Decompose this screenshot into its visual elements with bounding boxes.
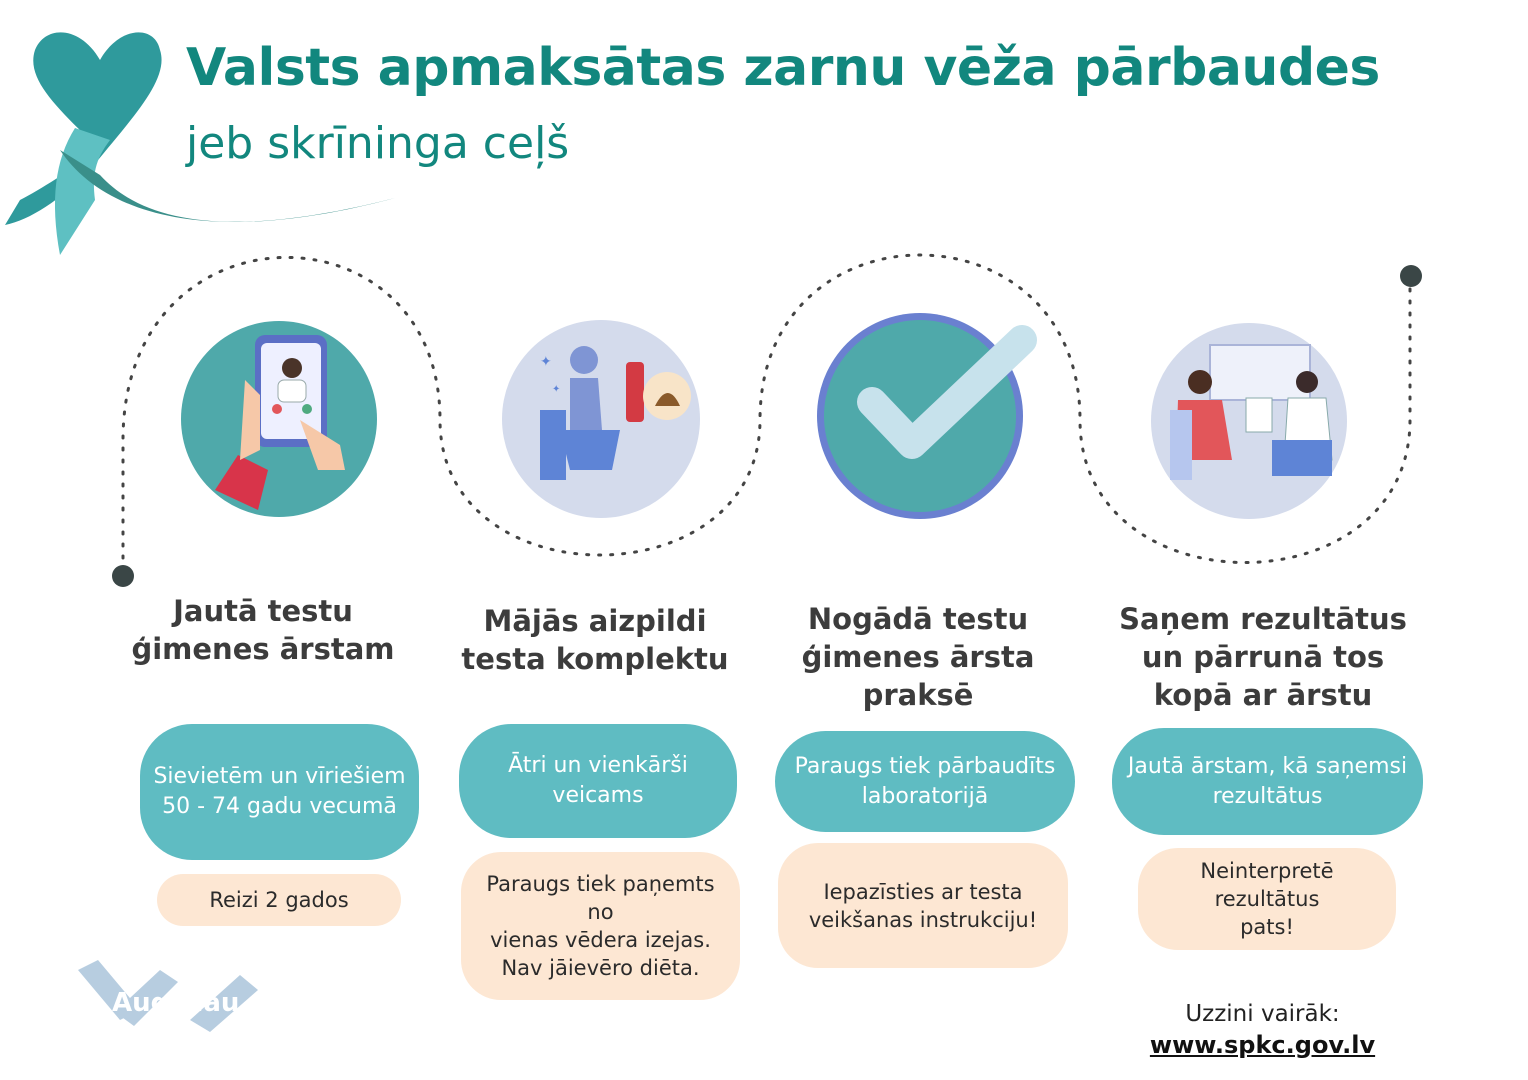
learn-more-label: Uzzini vairāk: [1185,1001,1340,1027]
brand-name: Augsdau [112,988,240,1018]
step-3-note: Iepazīsties ar testa veikšanas instrukciju! [778,843,1068,968]
checkmark-icon [817,313,1023,519]
step-4-title: Saņem rezultātus un pārrunā tos kopā ar ārstu [1119,602,1407,712]
step-2-note: Paraugs tiek paņemts no vienas vēdera izejas. Nav jāievēro diēta. [461,852,740,1000]
website-link[interactable]: www.spkc.gov.lv [1149,1031,1376,1059]
path-end-dot [1400,265,1422,287]
step-4-note: Neinterpretē rezultātus pats! [1138,848,1396,950]
step-2-title: Mājās aizpildi testa komplektu [461,604,729,676]
step-1-info: Sievietēm un vīriešiem 50 - 74 gadu vecumā [140,724,419,860]
step-1-title: Jautā testu ģimenes ārstam [131,594,395,666]
doctor-consultation-icon [1151,323,1347,519]
phone-call-doctor-icon [181,321,377,517]
page-subtitle: jeb skrīninga ceļš [186,118,570,169]
toilet-sample-icon [502,320,700,518]
svg-text:✦: ✦ [552,384,561,395]
step-3-title: Nogādā testu ģimenes ārsta praksē [801,602,1035,712]
svg-text:✦: ✦ [540,354,552,370]
step-3-info: Paraugs tiek pārbaudīts laboratorijā [775,731,1075,832]
page-title: Valsts apmaksātas zarnu vēža pārbaudes [186,38,1380,98]
step-1-note: Reizi 2 gados [157,874,401,926]
path-start-dot [112,565,134,587]
step-4-info: Jautā ārstam, kā saņemsi rezultātus [1112,728,1423,835]
step-2-info: Ātri un vienkārši veicams [459,724,737,838]
